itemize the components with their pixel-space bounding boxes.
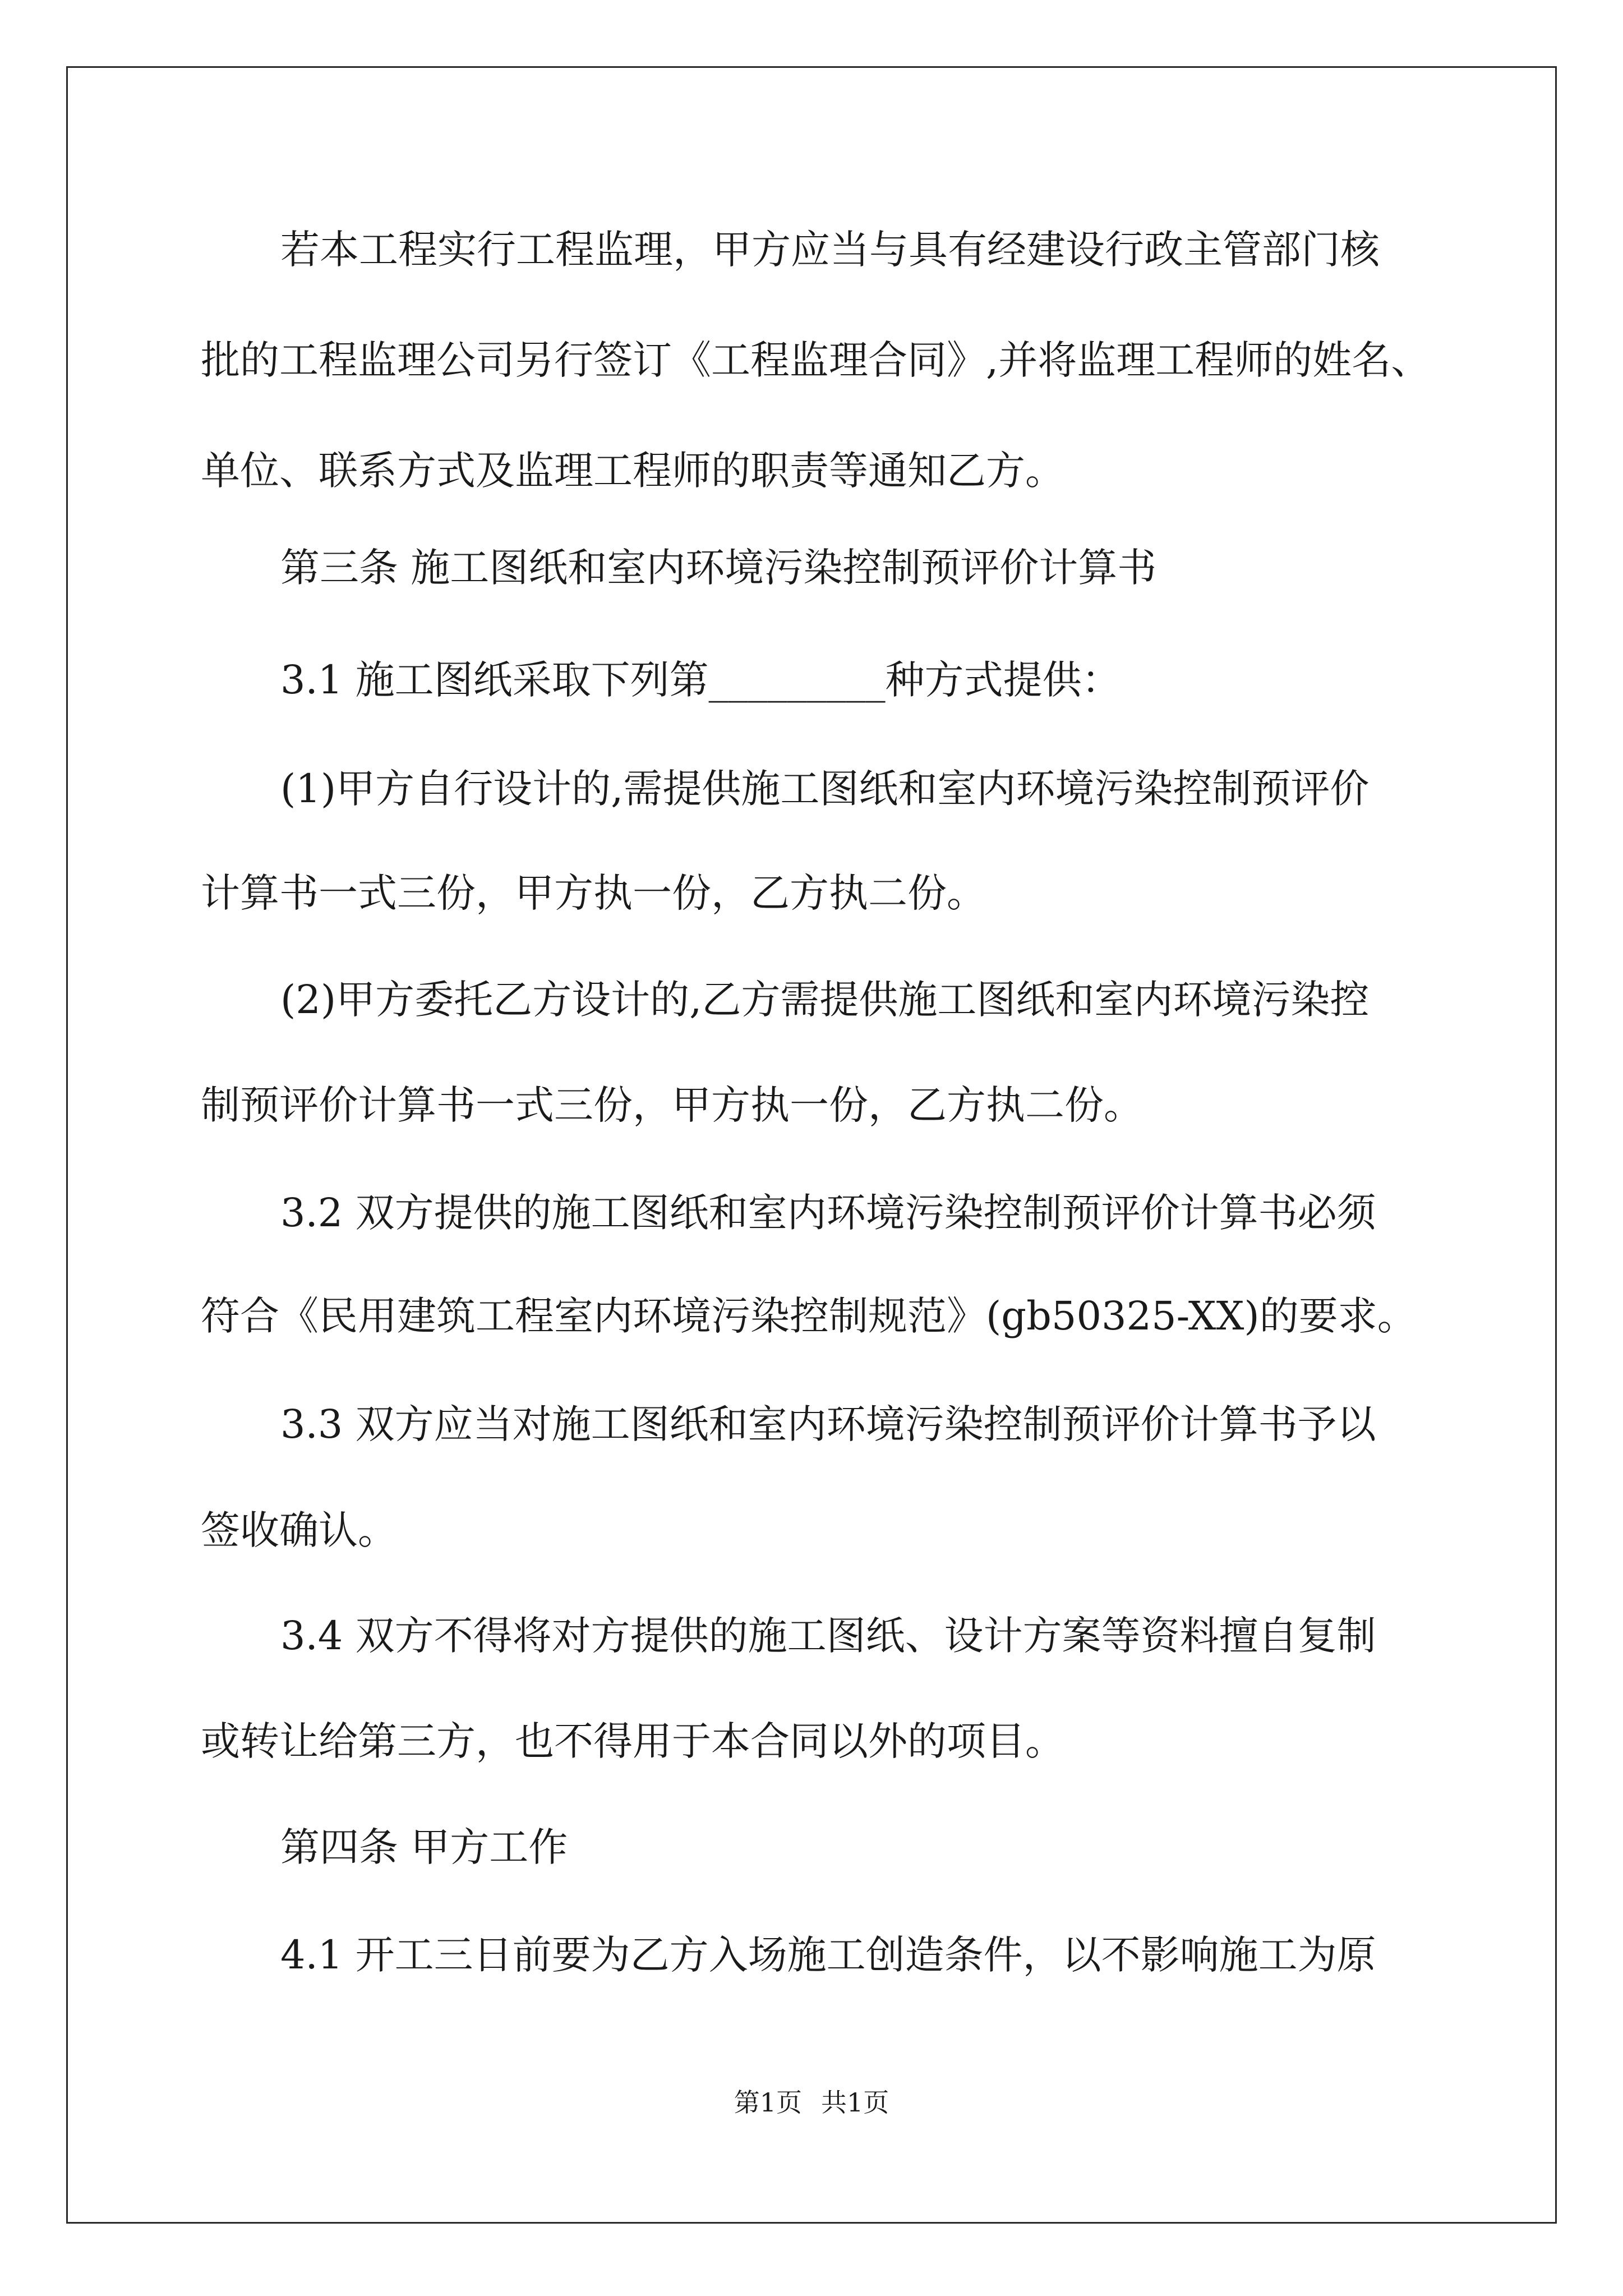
paragraph-line: 符合《民用建筑工程室内环境污染控制规范》(gb50325-XX)的要求。 <box>201 1293 1417 1339</box>
section-heading: 第四条 甲方工作 <box>280 1824 568 1870</box>
paragraph-line: 单位、联系方式及监理工程师的职责等通知乙方。 <box>201 448 1064 494</box>
paragraph-line: 若本工程实行工程监理，甲方应当与具有经建设行政主管部门核 <box>280 227 1380 273</box>
page-border <box>66 66 1557 2224</box>
paragraph-line: 签收确认。 <box>201 1507 397 1553</box>
section-heading: 第三条 施工图纸和室内环境污染控制预评价计算书 <box>280 545 1157 591</box>
clause-line: 3.2 双方提供的施工图纸和室内环境污染控制预评价计算书必须 <box>280 1190 1376 1236</box>
paragraph-line: (1)甲方自行设计的,需提供施工图纸和室内环境污染控制预评价 <box>280 766 1370 812</box>
paragraph-line: 计算书一式三份，甲方执一份，乙方执二份。 <box>201 870 986 916</box>
clause-line: 4.1 开工三日前要为乙方入场施工创造条件，以不影响施工为原 <box>280 1932 1376 1978</box>
page-footer <box>0 2086 1623 2119</box>
paragraph-line: 批的工程监理公司另行签订《工程监理合同》,并将监理工程师的姓名、 <box>201 337 1431 383</box>
page-number: 第1页 <box>734 2087 802 2118</box>
clause-line: 3.3 双方应当对施工图纸和室内环境污染控制预评价计算书予以 <box>280 1401 1376 1447</box>
page-total: 共1页 <box>821 2087 889 2118</box>
paragraph-line: (2)甲方委托乙方设计的,乙方需提供施工图纸和室内环境污染控 <box>280 977 1370 1023</box>
paragraph-line: 制预评价计算书一式三份，甲方执一份，乙方执二份。 <box>201 1082 1143 1128</box>
clause-line: 3.4 双方不得将对方提供的施工图纸、设计方案等资料擅自复制 <box>280 1613 1376 1659</box>
clause-line: 3.1 施工图纸采取下列第_________种方式提供： <box>280 657 1121 703</box>
paragraph-line: 或转让给第三方，也不得用于本合同以外的项目。 <box>201 1718 1064 1764</box>
